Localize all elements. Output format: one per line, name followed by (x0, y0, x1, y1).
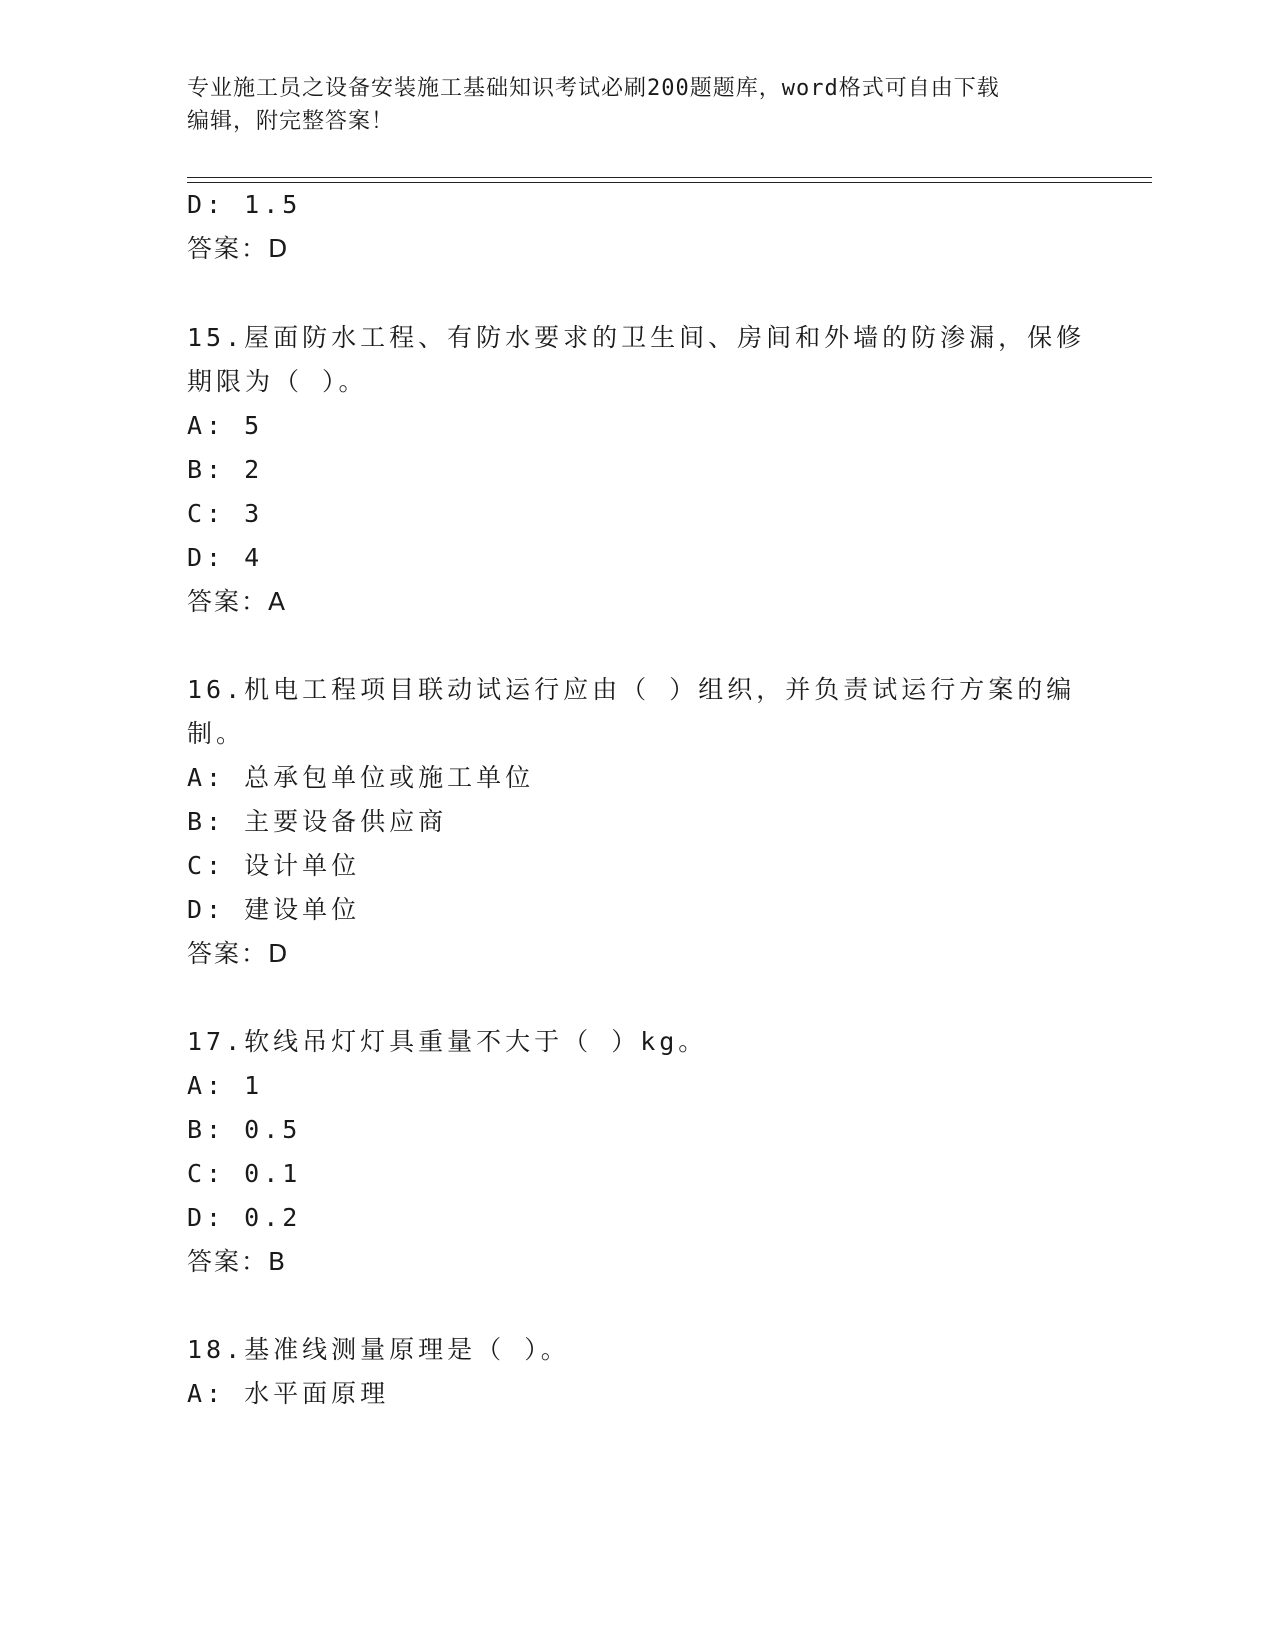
option-c: C: 3 (187, 499, 264, 528)
header-title-line: 专业施工员之设备安装施工基础知识考试必刷200题题库，word格式可自由下载 (187, 76, 1000, 101)
question-stem: 18.基准线测量原理是（ ）。 (187, 1335, 570, 1364)
option-a: A: 1 (187, 1071, 264, 1100)
option-a: A: 总承包单位或施工单位 (187, 763, 535, 792)
header-title-line: 编辑，附完整答案！ (187, 109, 395, 134)
answer-label: 答案：B (187, 1247, 288, 1276)
question-stem: 15.屋面防水工程、有防水要求的卫生间、房间和外墙的防渗漏，保修 (187, 323, 1086, 352)
option-a: A: 水平面原理 (187, 1379, 390, 1408)
answer-label: 答案：D (187, 939, 290, 968)
option-b: B: 2 (187, 455, 264, 484)
option-a: A: 5 (187, 411, 264, 440)
answer-label: 答案：A (187, 587, 288, 616)
question-stem: 16.机电工程项目联动试运行应由（ ）组织，并负责试运行方案的编 (187, 675, 1076, 704)
option-c: C: 设计单位 (187, 851, 361, 880)
header-divider (187, 177, 1152, 178)
header-divider (187, 182, 1152, 183)
answer-label: 答案：D (187, 234, 290, 263)
question-stem: 17.软线吊灯灯具重量不大于（ ）kg。 (187, 1027, 708, 1056)
option-d: D: 1.5 (187, 190, 302, 219)
option-d: D: 建设单位 (187, 895, 361, 924)
option-b: B: 主要设备供应商 (187, 807, 448, 836)
document-header (187, 72, 1087, 138)
option-d: D: 4 (187, 543, 264, 572)
question-stem: 制。 (187, 719, 246, 748)
option-b: B: 0.5 (187, 1115, 302, 1144)
option-d: D: 0.2 (187, 1203, 302, 1232)
option-c: C: 0.1 (187, 1159, 302, 1188)
question-stem: 期限为（ ）。 (187, 367, 368, 396)
